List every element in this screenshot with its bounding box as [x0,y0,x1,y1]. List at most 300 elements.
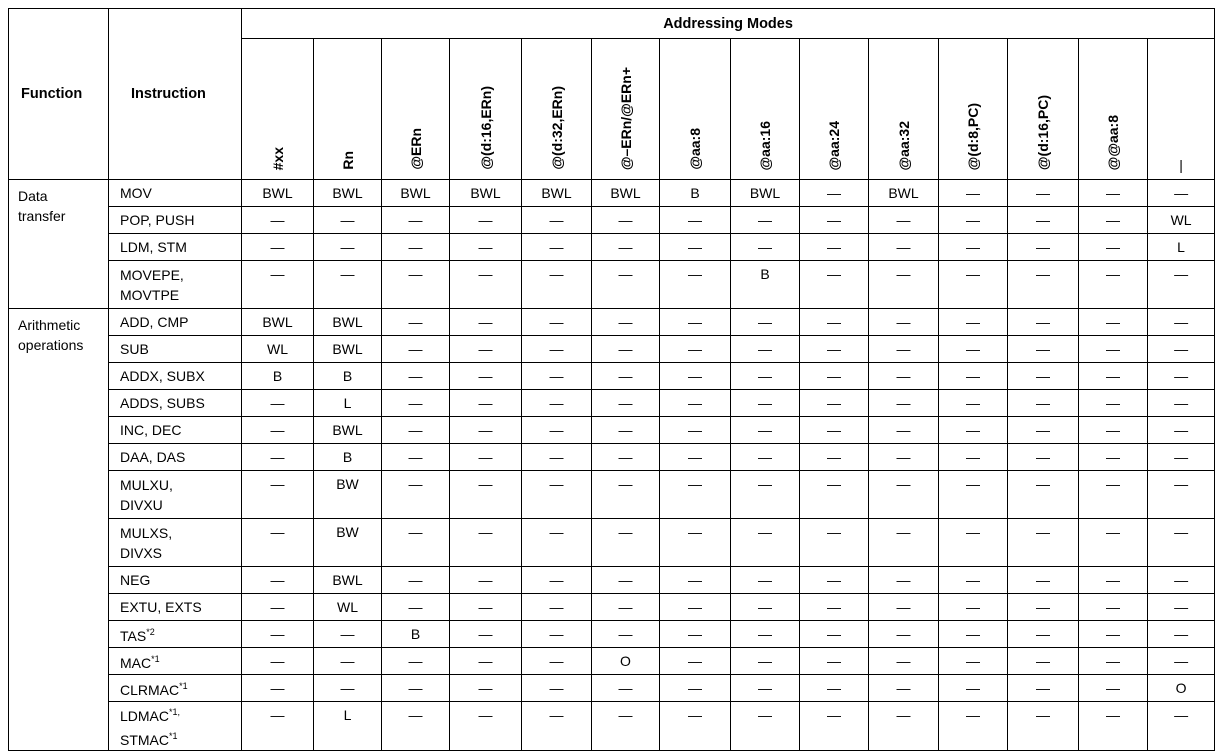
mode-support-cell: — [592,234,660,261]
mode-support-cell: — [1008,261,1079,309]
mode-support-cell: — [939,234,1008,261]
mode-support-cell: — [1008,702,1079,751]
mode-support-cell: — [939,594,1008,621]
mode-header-label: @ERn [407,128,424,170]
mode-support-cell: — [660,234,731,261]
mode-support-cell: BWL [242,309,314,336]
mode-support-cell: WL [314,594,382,621]
mode-support-cell: L [314,702,382,751]
instruction-line [120,475,241,495]
instruction-name: DIVXU [120,496,163,513]
mode-support-cell: — [660,567,731,594]
mode-support-cell: — [731,594,800,621]
mode-header-label: Rn [339,151,356,170]
mode-support-cell: — [592,675,660,702]
mode-support-cell: BWL [314,180,382,207]
mode-support-cell: — [660,594,731,621]
mode-support-cell: — [939,207,1008,234]
mode-support-cell: — [660,444,731,471]
mode-support-cell: — [869,594,939,621]
mode-support-cell: — [382,675,450,702]
mode-support-cell: — [939,261,1008,309]
mode-support-cell: BWL [242,180,314,207]
mode-support-cell: — [869,519,939,567]
mode-support-cell: BWL [592,180,660,207]
mode-support-cell: — [1008,594,1079,621]
mode-support-cell: — [1008,621,1079,648]
mode-support-cell: — [522,594,592,621]
mode-support-cell: — [869,417,939,444]
mode-header-label: @aa:24 [826,120,842,170]
mode-support-cell: B [242,363,314,390]
mode-support-cell: — [450,417,522,444]
mode-support-cell: — [1148,336,1215,363]
mode-support-cell: BWL [731,180,800,207]
mode-header-label: @–ERn/@ERn+ [617,66,634,170]
mode-support-cell: — [450,444,522,471]
mode-header-label: @@aa:8 [1105,114,1121,170]
mode-support-cell: — [1079,648,1148,675]
mode-support-cell: — [1148,567,1215,594]
mode-support-cell: — [1008,207,1079,234]
instruction-line [120,237,241,257]
mode-support-cell: BWL [522,180,592,207]
mode-support-cell: — [592,207,660,234]
mode-support-cell: — [800,261,869,309]
mode-support-cell: — [869,702,939,751]
addressing-modes-table-container [8,8,1215,751]
mode-header [450,39,522,180]
instruction-cell [109,471,242,519]
instruction-line [120,312,241,332]
instruction-line [120,393,241,413]
mode-support-cell: — [660,621,731,648]
mode-support-cell: — [660,309,731,336]
table-row [9,567,1215,594]
table-row [9,444,1215,471]
instruction-line [120,649,241,673]
mode-support-cell: — [522,675,592,702]
instruction-name: ADD, CMP [120,314,189,330]
mode-support-cell: — [731,234,800,261]
table-row [9,363,1215,390]
mode-support-cell: — [800,519,869,567]
mode-support-cell: — [1079,675,1148,702]
instruction-cell [109,417,242,444]
mode-support-cell: — [1148,471,1215,519]
instruction-line [120,447,241,467]
instruction-cell [109,648,242,675]
mode-support-cell: — [242,594,314,621]
table-row [9,519,1215,567]
mode-support-cell: — [869,363,939,390]
mode-support-cell: — [242,567,314,594]
mode-support-cell: — [450,519,522,567]
mode-support-cell: — [382,594,450,621]
mode-support-cell: — [800,417,869,444]
mode-support-cell: — [1079,390,1148,417]
mode-support-cell: — [242,390,314,417]
mode-support-cell: — [450,234,522,261]
table-row [9,675,1215,702]
table-row [9,621,1215,648]
mode-support-cell: — [869,309,939,336]
instruction-name: DAA, DAS [120,449,186,465]
mode-header [869,39,939,180]
mode-support-cell: L [1148,234,1215,261]
table-row [9,594,1215,621]
mode-support-cell: — [242,471,314,519]
function-label: transfer [18,208,66,224]
mode-support-cell: — [869,621,939,648]
mode-header-label: #xx [269,146,286,170]
mode-support-cell: — [522,363,592,390]
mode-header [242,39,314,180]
function-label: operations [18,337,84,353]
mode-support-cell: — [731,207,800,234]
mode-support-cell: — [314,261,382,309]
mode-support-cell: — [869,207,939,234]
mode-header [522,39,592,180]
mode-support-cell: — [731,567,800,594]
mode-support-cell: — [939,675,1008,702]
instruction-line [120,495,241,515]
footnote-marker: *1 [179,681,188,691]
mode-support-cell: — [660,363,731,390]
mode-support-cell: — [1079,471,1148,519]
mode-support-cell: — [1079,621,1148,648]
mode-support-cell: — [1008,309,1079,336]
mode-support-cell: O [592,648,660,675]
mode-support-cell: — [1079,207,1148,234]
mode-support-cell: — [731,702,800,751]
mode-support-cell: — [800,702,869,751]
mode-support-cell: — [800,567,869,594]
mode-support-cell: — [731,336,800,363]
mode-support-cell: — [1079,261,1148,309]
instruction-name: POP, PUSH [120,212,195,228]
mode-support-cell: — [382,444,450,471]
mode-support-cell: — [939,519,1008,567]
mode-support-cell: — [800,234,869,261]
table-row [9,336,1215,363]
mode-support-cell: — [450,702,522,751]
mode-support-cell: — [731,519,800,567]
addressing-modes-table [8,8,1215,751]
mode-support-cell: BWL [314,417,382,444]
mode-support-cell: — [382,261,450,309]
mode-support-cell: — [450,390,522,417]
mode-support-cell: — [522,207,592,234]
instruction-line [120,622,241,646]
mode-support-cell: — [1008,336,1079,363]
instruction-cell [109,675,242,702]
mode-support-cell: — [869,675,939,702]
mode-support-cell: — [382,234,450,261]
mode-support-cell: — [242,675,314,702]
mode-support-cell: — [1148,702,1215,751]
mode-support-cell: — [242,234,314,261]
mode-support-cell: — [522,336,592,363]
mode-support-cell: — [1148,621,1215,648]
function-label: Data [18,188,48,204]
table-row [9,207,1215,234]
mode-support-cell: — [522,390,592,417]
mode-header [1079,39,1148,180]
instruction-line [120,702,241,726]
mode-support-cell: BWL [869,180,939,207]
mode-support-cell: B [382,621,450,648]
mode-support-cell: BWL [450,180,522,207]
instruction-line [120,265,241,285]
instruction-cell [109,234,242,261]
mode-header-label: @(d:16,ERn) [477,86,494,170]
mode-support-cell: B [731,261,800,309]
instruction-cell [109,519,242,567]
mode-support-cell: — [314,207,382,234]
mode-support-cell: — [592,309,660,336]
mode-support-cell: — [1079,702,1148,751]
mode-support-cell: — [450,336,522,363]
mode-support-cell: — [592,621,660,648]
mode-support-cell: — [1008,390,1079,417]
mode-support-cell: — [800,390,869,417]
mode-support-cell: L [314,390,382,417]
mode-support-cell: — [800,207,869,234]
mode-support-cell: — [869,471,939,519]
instruction-line [120,676,241,700]
instruction-cell [109,309,242,336]
mode-header-label: @(d:16,PC) [1035,94,1051,170]
mode-support-cell: — [800,648,869,675]
mode-support-cell: — [382,417,450,444]
mode-support-cell: — [1079,180,1148,207]
instruction-name: EXTU, EXTS [120,599,202,615]
footnote-marker: *1 [169,731,178,741]
mode-support-cell: — [1148,519,1215,567]
instruction-name: CLRMAC [120,682,180,698]
mode-header-label: @(d:8,PC) [965,102,981,170]
mode-header [592,39,660,180]
table-row [9,390,1215,417]
mode-support-cell: — [242,207,314,234]
mode-support-cell: — [1079,519,1148,567]
mode-support-cell: — [939,309,1008,336]
mode-support-cell: — [869,444,939,471]
mode-support-cell: — [800,180,869,207]
mode-support-cell: — [450,471,522,519]
mode-support-cell: — [939,702,1008,751]
mode-support-cell: — [382,519,450,567]
mode-support-cell: — [522,567,592,594]
table-row [9,309,1215,336]
mode-support-cell: — [522,234,592,261]
mode-support-cell: — [1148,363,1215,390]
mode-support-cell: — [242,702,314,751]
mode-support-cell: — [869,261,939,309]
mode-support-cell: — [450,594,522,621]
mode-header-label: @aa:16 [757,120,773,170]
mode-support-cell: — [1148,309,1215,336]
function-label: Arithmetic [18,317,81,333]
mode-support-cell: — [450,675,522,702]
instruction-line [120,285,241,305]
mode-support-cell: — [242,261,314,309]
mode-support-cell: — [939,648,1008,675]
instruction-line [120,366,241,386]
instruction-cell [109,567,242,594]
instruction-line [120,597,241,617]
instruction-name: LDM, STM [120,239,187,255]
mode-support-cell: — [800,309,869,336]
mode-support-cell: — [450,567,522,594]
mode-support-cell: — [660,261,731,309]
table-row [9,180,1215,207]
mode-support-cell: — [1079,309,1148,336]
mode-support-cell: — [522,261,592,309]
mode-support-cell: — [869,390,939,417]
table-row [9,648,1215,675]
mode-support-cell: — [1079,567,1148,594]
mode-header [314,39,382,180]
mode-support-cell: — [1079,336,1148,363]
mode-support-cell: — [382,309,450,336]
mode-header [939,39,1008,180]
mode-support-cell: — [731,471,800,519]
instruction-cell [109,261,242,309]
instruction-column-header: Instruction [109,9,242,180]
mode-support-cell: — [242,417,314,444]
mode-support-cell: BWL [314,567,382,594]
instruction-name: SUB [120,341,149,357]
mode-header [382,39,450,180]
instruction-cell [109,390,242,417]
mode-support-cell: — [242,621,314,648]
mode-support-cell: — [660,675,731,702]
mode-support-cell: — [382,471,450,519]
mode-support-cell: — [731,675,800,702]
mode-support-cell: BWL [314,309,382,336]
mode-support-cell: — [1148,594,1215,621]
function-column-header: Function [9,9,109,180]
mode-header-label: @(d:32,ERn) [548,86,565,170]
mode-support-cell: — [660,417,731,444]
mode-support-cell: — [869,234,939,261]
mode-support-cell: — [869,567,939,594]
instruction-name: NEG [120,572,151,588]
mode-support-cell: — [939,336,1008,363]
mode-support-cell: — [1008,519,1079,567]
mode-support-cell: — [939,621,1008,648]
mode-support-cell: BWL [382,180,450,207]
mode-support-cell: — [592,444,660,471]
mode-support-cell: — [731,444,800,471]
mode-support-cell: — [1148,390,1215,417]
instruction-line [120,570,241,590]
mode-support-cell: — [592,261,660,309]
mode-support-cell: — [522,621,592,648]
mode-header [660,39,731,180]
instruction-name: STMAC [120,732,169,748]
mode-support-cell: — [939,444,1008,471]
function-group-cell [9,309,109,751]
mode-support-cell: — [1079,444,1148,471]
mode-support-cell: — [1008,471,1079,519]
instruction-cell [109,702,242,751]
mode-support-cell: — [660,390,731,417]
mode-support-cell: — [522,519,592,567]
mode-support-cell: — [800,594,869,621]
mode-support-cell: — [314,648,382,675]
mode-support-cell: — [1008,567,1079,594]
instruction-line [120,210,241,230]
mode-support-cell: — [1148,261,1215,309]
mode-support-cell: — [731,621,800,648]
mode-support-cell: — [522,702,592,751]
table-body [9,180,1215,751]
mode-support-cell: — [450,648,522,675]
mode-header [1008,39,1079,180]
mode-support-cell: — [1079,594,1148,621]
instruction-name: MOV [120,185,152,201]
table-row [9,234,1215,261]
mode-support-cell: — [660,471,731,519]
mode-support-cell: — [592,519,660,567]
mode-support-cell: — [731,309,800,336]
instruction-cell [109,180,242,207]
mode-support-cell: WL [242,336,314,363]
mode-support-cell: — [382,390,450,417]
instruction-line [120,543,241,563]
mode-support-cell: — [382,567,450,594]
mode-support-cell: — [450,309,522,336]
mode-support-cell: — [939,180,1008,207]
function-group-cell [9,180,109,309]
mode-support-cell: — [1079,417,1148,444]
mode-support-cell: — [382,363,450,390]
mode-support-cell: — [869,336,939,363]
mode-support-cell: — [592,390,660,417]
mode-support-cell: — [592,363,660,390]
mode-support-cell: — [660,336,731,363]
instruction-cell [109,594,242,621]
mode-support-cell: — [1148,417,1215,444]
mode-support-cell: — [1148,180,1215,207]
instruction-name: INC, DEC [120,422,182,438]
mode-support-cell: BW [314,471,382,519]
mode-support-cell: BW [314,519,382,567]
mode-support-cell: — [731,417,800,444]
mode-support-cell: — [1079,234,1148,261]
mode-header-label: | [1179,157,1183,173]
mode-support-cell: — [1008,180,1079,207]
mode-support-cell: — [1008,675,1079,702]
instruction-cell [109,363,242,390]
mode-support-cell: B [660,180,731,207]
mode-support-cell: — [869,648,939,675]
mode-support-cell: — [660,648,731,675]
mode-header-label: @aa:8 [687,128,703,170]
mode-support-cell: — [522,309,592,336]
instruction-line [120,183,241,203]
mode-support-cell: — [939,417,1008,444]
mode-support-cell: — [314,621,382,648]
mode-support-cell: — [314,675,382,702]
mode-support-cell: — [939,471,1008,519]
mode-support-cell: — [382,648,450,675]
table-row [9,471,1215,519]
mode-support-cell: B [314,363,382,390]
